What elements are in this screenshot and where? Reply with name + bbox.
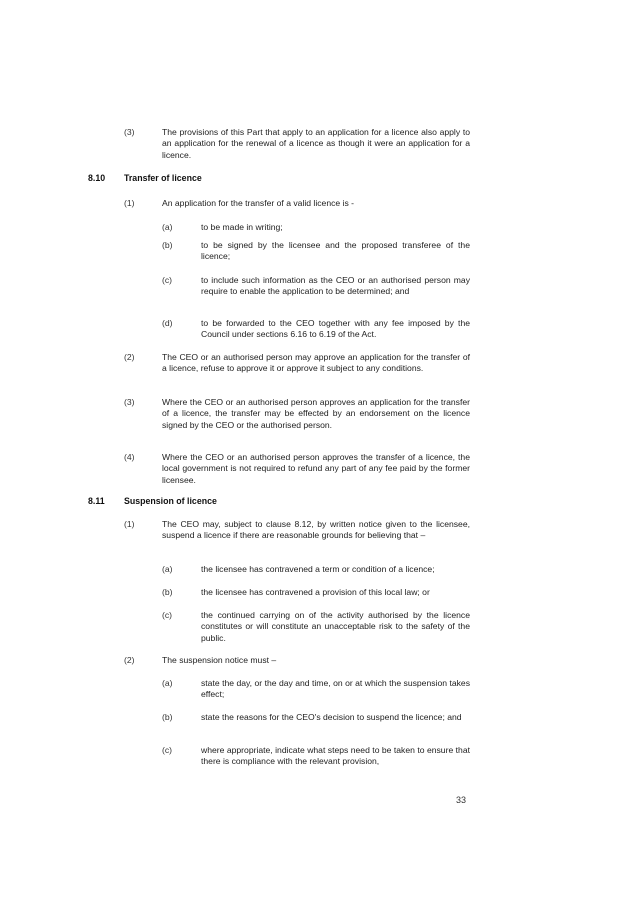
clause-number: (b) <box>162 712 173 722</box>
clause-number: (2) <box>124 655 135 665</box>
clause-text: to be forwarded to the CEO together with any fee imposed by the Council under sections 6.16 to 6.19 of the Act. <box>201 318 470 340</box>
clause-text: state the day, or the day and time, on or at which the suspension takes effect; <box>201 678 470 700</box>
clause-number: (1) <box>124 198 135 208</box>
clause-text: where appropriate, indicate what steps need to be taken to ensure that there is compliance with the relevant provision, <box>201 745 470 767</box>
clause-text: The provisions of this Part that apply to an application for a licence also apply to an application for the renewal of a licence as though it were an application for a licence. <box>162 127 470 160</box>
clause-text: to be made in writing; <box>201 222 283 232</box>
clause-number: (c) <box>162 610 173 620</box>
clause-text: Where the CEO or an authorised person approves an application for the transfer of a licence, the transfer may be effected by an endorsement on the licence signed by the CEO or the authorised person. <box>162 397 470 430</box>
clause-text: The suspension notice must – <box>162 655 277 665</box>
clause-text: The CEO or an authorised person may approve an application for the transfer of a licence, refuse to approve it or approve it subject to any conditions. <box>162 352 470 374</box>
clause-text: The CEO may, subject to clause 8.12, by written notice given to the licensee, suspend a licence if there are reasonable grounds for believing that – <box>162 519 470 541</box>
section-heading: Suspension of licence <box>124 496 217 506</box>
clause-number: (b) <box>162 587 173 597</box>
clause-number: (2) <box>124 352 135 362</box>
clause-number: (b) <box>162 240 173 250</box>
clause-number: (a) <box>162 564 173 574</box>
clause-number: (4) <box>124 452 135 462</box>
clause-number: (3) <box>124 127 135 137</box>
clause-number: (a) <box>162 678 173 688</box>
section-number: 8.11 <box>88 496 105 506</box>
clause-text: state the reasons for the CEO's decision to suspend the licence; and <box>201 712 462 722</box>
clause-text: to include such information as the CEO or an authorised person may require to enable the application to be determined; and <box>201 275 470 297</box>
clause-number: (c) <box>162 745 173 755</box>
section-number: 8.10 <box>88 173 106 183</box>
clause-text: the continued carrying on of the activity authorised by the licence constitutes or will constitute an unacceptable risk to the safety of the public. <box>201 610 470 643</box>
clause-text: the licensee has contravened a term or condition of a licence; <box>201 564 435 574</box>
clause-number: (1) <box>124 519 135 529</box>
page-number: 33 <box>456 795 467 805</box>
clause-text: Where the CEO or an authorised person approves the transfer of a licence, the local government is not required to refund any part of any fee paid by the former licensee. <box>162 452 470 485</box>
clause-text: the licensee has contravened a provision of this local law; or <box>201 587 430 597</box>
clause-number: (c) <box>162 275 173 285</box>
section-heading: Transfer of licence <box>124 173 202 183</box>
clause-number: (3) <box>124 397 135 407</box>
clause-number: (d) <box>162 318 173 328</box>
clause-text: to be signed by the licensee and the proposed transferee of the licence; <box>201 240 470 262</box>
clause-text: An application for the transfer of a valid licence is - <box>162 198 355 208</box>
clause-number: (a) <box>162 222 173 232</box>
